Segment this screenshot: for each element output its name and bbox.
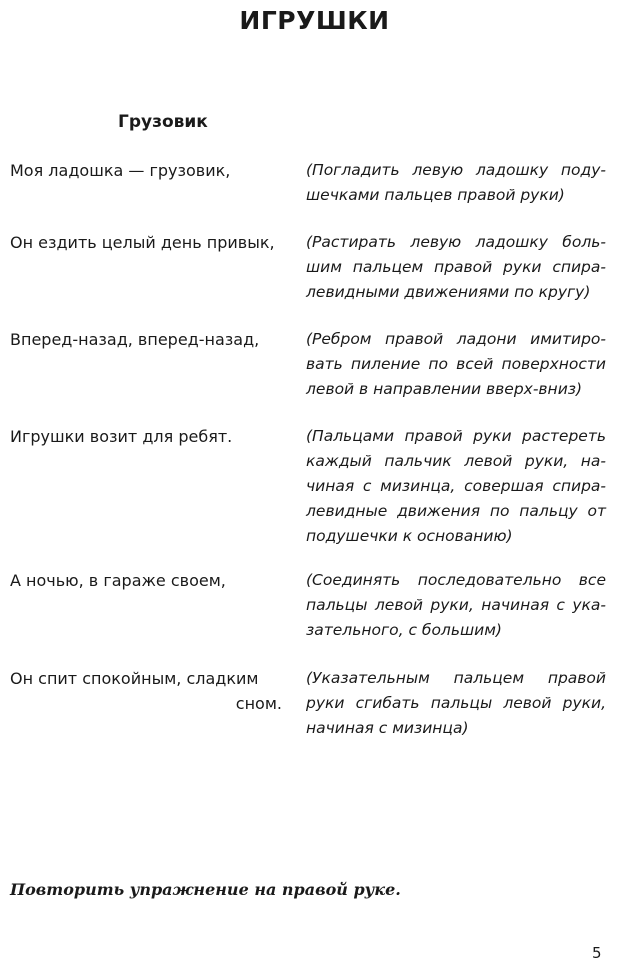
verse-text (10, 158, 282, 183)
verse-line: Игрушки возит для ребят. (10, 427, 233, 446)
instruction-line: руки сгибать пальцы левой руки, (306, 694, 606, 712)
verse-text (10, 568, 282, 593)
instruction-line: зательного, с большим) (306, 621, 502, 639)
poem-title: Грузовик (118, 112, 208, 132)
page-number: 5 (592, 944, 602, 962)
instruction-line: подушечки к основанию) (306, 527, 513, 545)
footer-instruction: Повторить упражнение на правой руке. (10, 880, 401, 899)
instruction-line: вать пиление по всей поверхности (306, 355, 606, 373)
verse-line: сном. (235, 694, 282, 713)
instruction-line: начиная с мизинца) (306, 719, 469, 737)
verse-line: Моя ладошка — грузовик, (10, 161, 231, 180)
instruction-line: (Ребром правой ладони имитиро- (306, 330, 606, 348)
verse-line: Он ездить целый день привык, (10, 233, 275, 252)
instruction-line: (Указательным пальцем правой (306, 669, 606, 687)
instruction-text (306, 327, 606, 402)
instruction-line: левой в направлении вверх-вниз) (306, 380, 583, 398)
instruction-line: шечками пальцев правой руки) (306, 186, 565, 204)
instruction-line: (Соединять последовательно все (306, 571, 606, 589)
instruction-line: левидными движениями по кругу) (306, 283, 591, 301)
page-title: ИГРУШКИ (239, 6, 390, 35)
instruction-line: чиная с мизинца, совершая спира- (306, 477, 606, 495)
instruction-line: пальцы левой руки, начиная с ука- (306, 596, 606, 614)
instruction-text (306, 666, 606, 741)
instruction-line: шим пальцем правой руки спира- (306, 258, 606, 276)
verse-text (10, 666, 282, 716)
verse-line: А ночью, в гараже своем, (10, 571, 226, 590)
instruction-text (306, 568, 606, 643)
instruction-line: каждый пальчик левой руки, на- (306, 452, 606, 470)
instruction-text (306, 158, 606, 208)
instruction-line: (Растирать левую ладошку боль- (306, 233, 606, 251)
verse-text (10, 327, 282, 352)
instruction-line: (Пальцами правой руки растереть (306, 427, 606, 445)
verse-line: Он спит спокойным, сладким (10, 669, 259, 688)
verse-text (10, 230, 282, 255)
instruction-text (306, 230, 606, 305)
verse-text (10, 424, 282, 449)
instruction-line: (Погладить левую ладошку поду- (306, 161, 606, 179)
instruction-text (306, 424, 606, 549)
verse-line: Вперед-назад, вперед-назад, (10, 330, 260, 349)
instruction-line: левидные движения по пальцу от (306, 502, 606, 520)
